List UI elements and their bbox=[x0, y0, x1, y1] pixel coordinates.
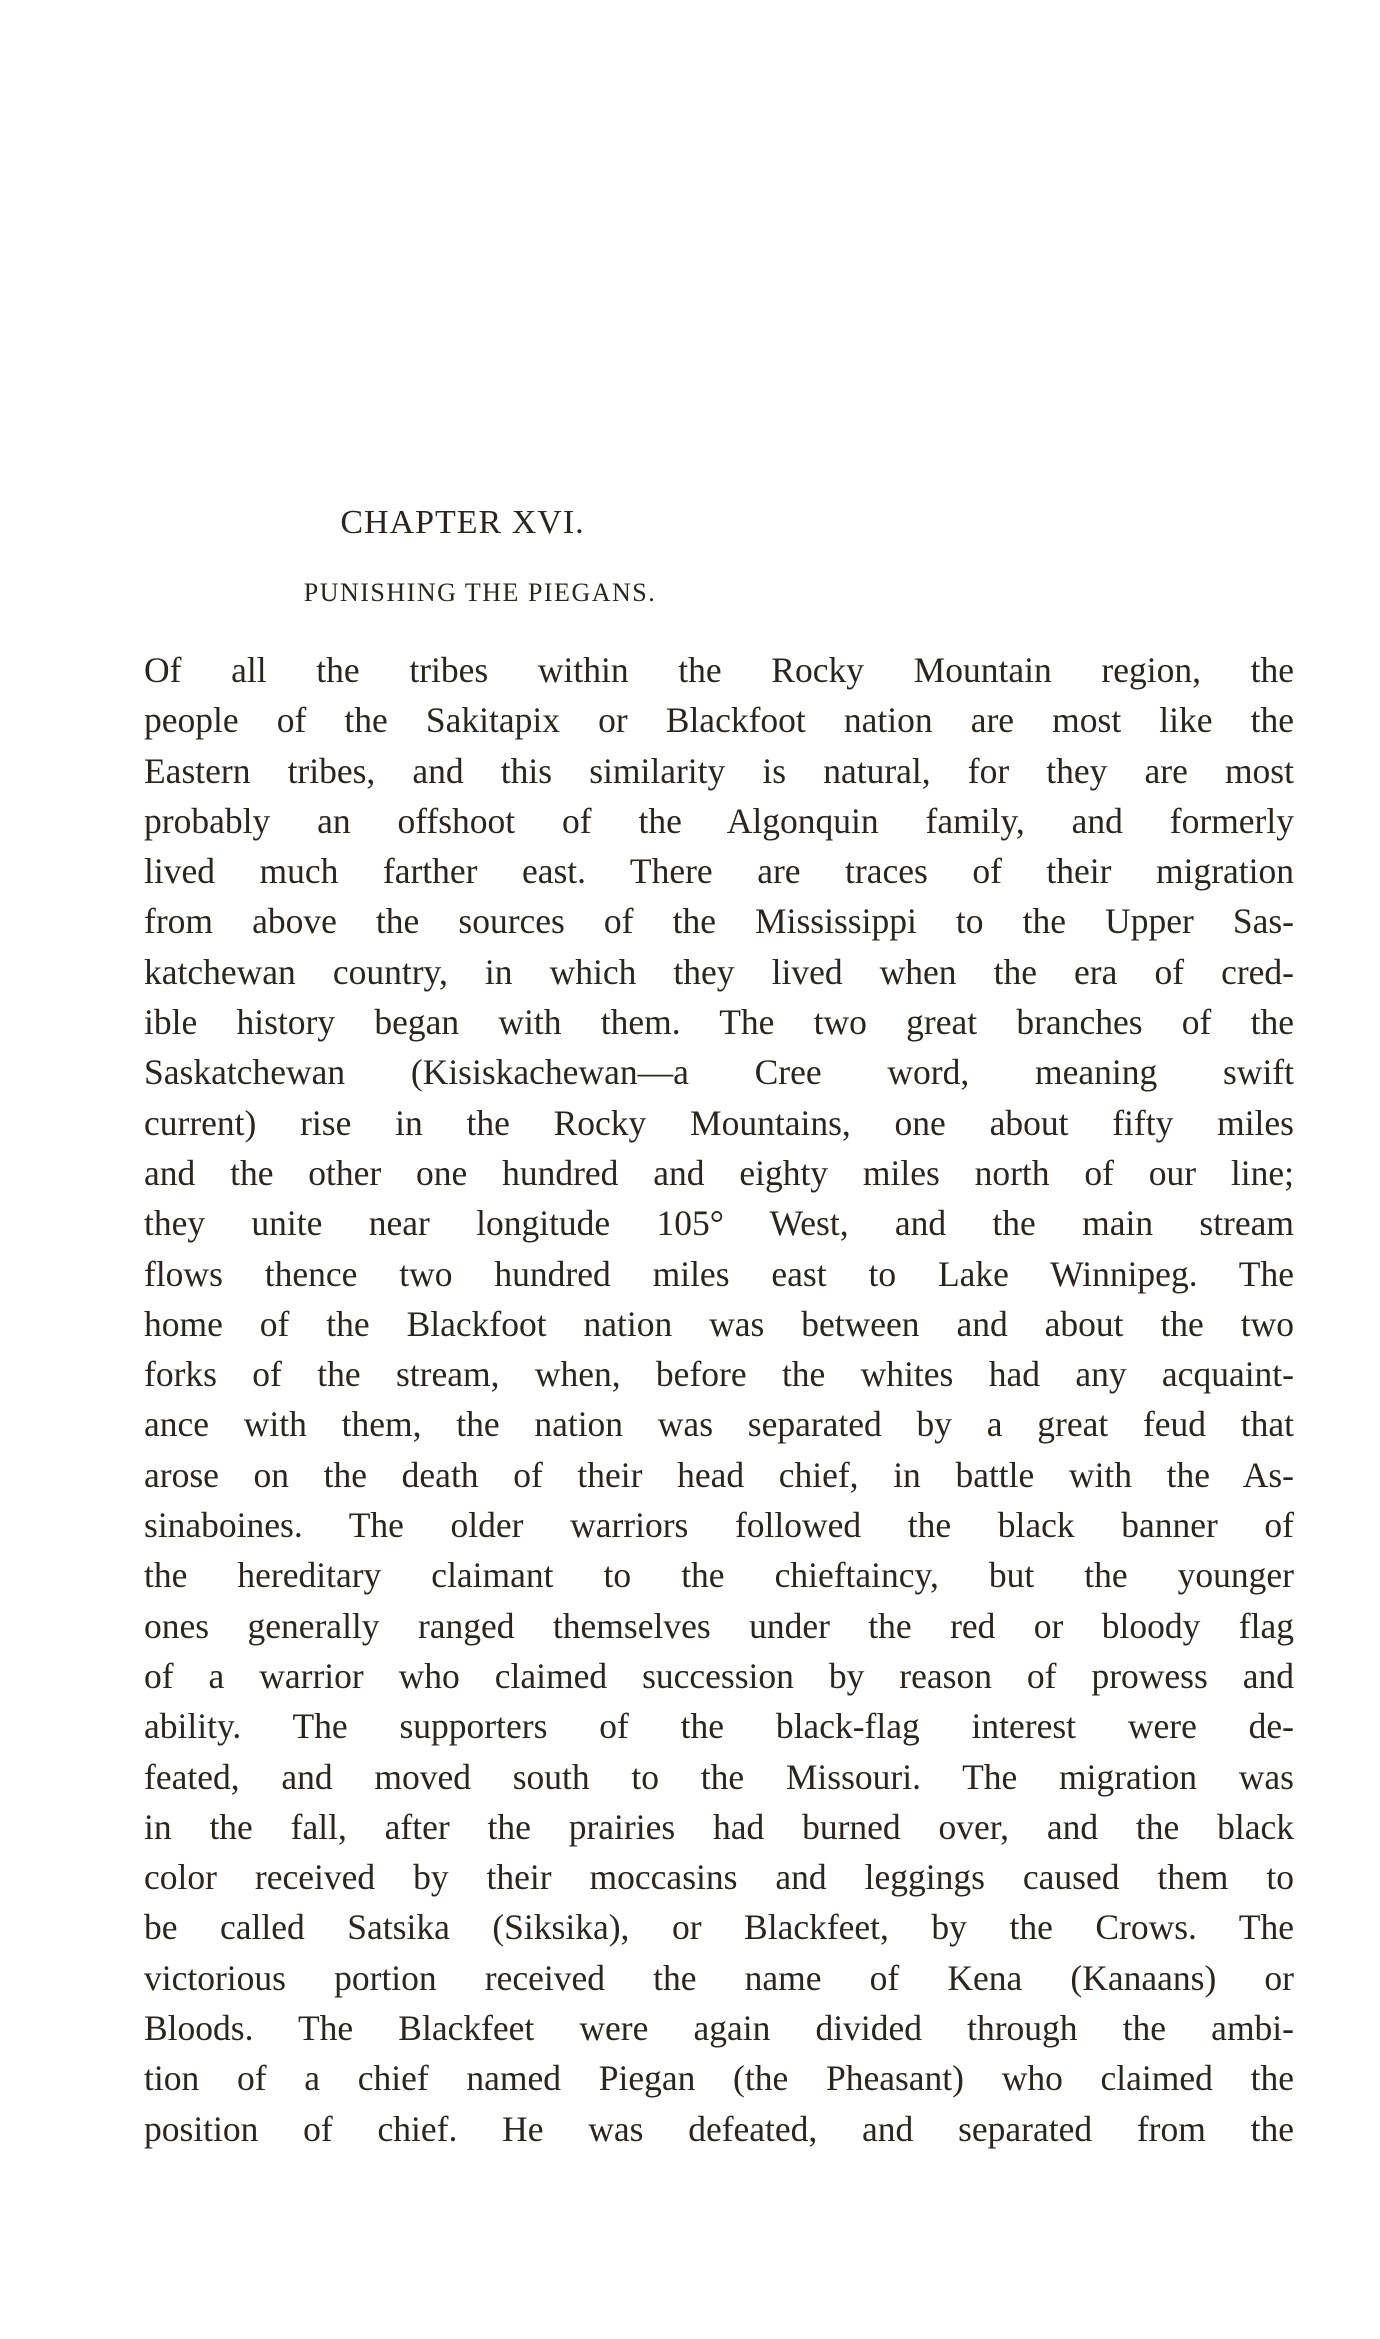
text-line: Saskatchewan (Kisiskachewan—a Cree word, meaning swift bbox=[144, 1052, 1294, 1093]
text-line: from above the sources of the Mississippi to the Upper Sas- bbox=[144, 901, 1294, 942]
text-line: sinaboines. The older warriors followed the black banner of bbox=[144, 1505, 1294, 1546]
text-line: arose on the death of their head chief, in battle with the As- bbox=[144, 1454, 1294, 1495]
text-line: victorious portion received the name of Kena (Kanaans) or bbox=[144, 1957, 1294, 1998]
text-line: people of the Sakitapix or Blackfoot nation are most like the bbox=[144, 700, 1294, 741]
text-line: home of the Blackfoot nation was between and about the two bbox=[144, 1303, 1294, 1344]
text-line: lived much farther east. There are traces of their migration bbox=[144, 851, 1294, 892]
text-line: and the other one hundred and eighty miles north of our line; bbox=[144, 1152, 1294, 1193]
chapter-title: PUNISHING THE PIEGANS. bbox=[303, 578, 657, 607]
text-line: probably an offshoot of the Algonquin family, and formerly bbox=[144, 800, 1294, 841]
text-line: of a warrior who claimed succession by reason of prowess and bbox=[144, 1655, 1294, 1696]
text-line: current) rise in the Rocky Mountains, one about fifty miles bbox=[144, 1102, 1294, 1143]
text-line: the hereditary claimant to the chieftaincy, but the younger bbox=[144, 1555, 1294, 1596]
chapter-heading: CHAPTER XVI. bbox=[340, 504, 585, 541]
text-line: color received by their moccasins and leggings caused them to bbox=[144, 1857, 1294, 1898]
text-line: position of chief. He was defeated, and separated from the bbox=[144, 2108, 1294, 2149]
body-paragraph bbox=[144, 645, 1294, 2154]
text-line: in the fall, after the prairies had burned over, and the black bbox=[144, 1806, 1294, 1847]
text-line: ability. The supporters of the black-flag interest were de- bbox=[144, 1706, 1294, 1747]
text-line: be called Satsika (Siksika), or Blackfeet, by the Crows. The bbox=[144, 1907, 1294, 1948]
text-line: ones generally ranged themselves under the red or bloody flag bbox=[144, 1605, 1294, 1646]
text-line: flows thence two hundred miles east to Lake Winnipeg. The bbox=[144, 1253, 1294, 1294]
text-line: forks of the stream, when, before the whites had any acquaint- bbox=[144, 1354, 1294, 1395]
text-line: ance with them, the nation was separated by a great feud that bbox=[144, 1404, 1294, 1445]
text-line: tion of a chief named Piegan (the Pheasant) who claimed the bbox=[144, 2058, 1294, 2099]
text-line: Eastern tribes, and this similarity is natural, for they are most bbox=[144, 750, 1294, 791]
text-line: katchewan country, in which they lived when the era of cred- bbox=[144, 951, 1294, 992]
text-line: Of all the tribes within the Rocky Mountain region, the bbox=[144, 650, 1294, 690]
text-line: ible history began with them. The two great branches of the bbox=[144, 1002, 1294, 1043]
text-line: they unite near longitude 105° West, and the main stream bbox=[144, 1203, 1294, 1244]
text-line: feated, and moved south to the Missouri. The migration was bbox=[144, 1756, 1294, 1797]
text-line: Bloods. The Blackfeet were again divided through the ambi- bbox=[144, 2008, 1294, 2049]
